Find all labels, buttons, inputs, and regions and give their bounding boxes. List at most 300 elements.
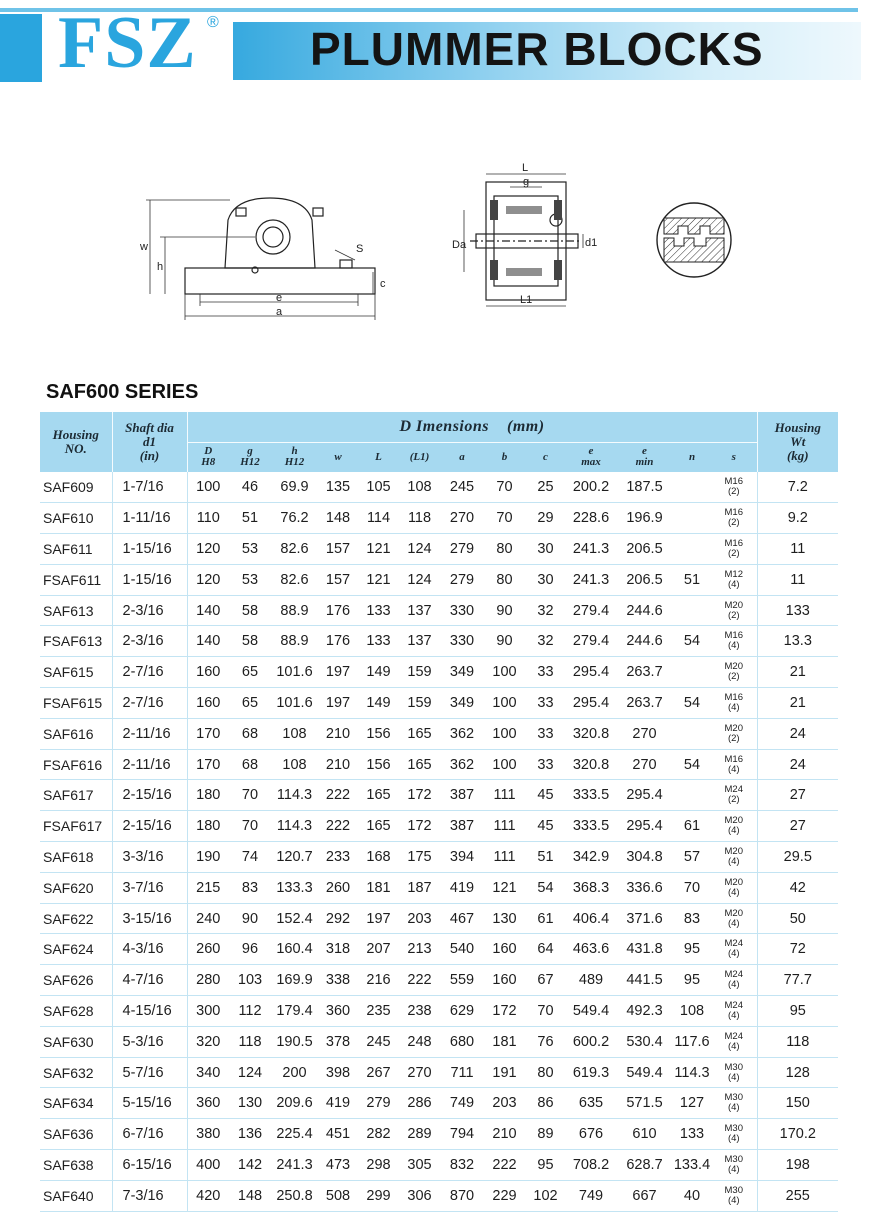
cell-L: 207: [358, 934, 399, 965]
cell-g: 58: [229, 626, 271, 657]
cell-L: 165: [358, 780, 399, 811]
housing-wt-cell: 72: [757, 934, 838, 965]
cell-e-max: 279.4: [566, 595, 616, 626]
dimensions-label: D Imensions: [399, 417, 489, 435]
bolt-count: (4): [727, 763, 740, 775]
cell-L1: 159: [399, 657, 440, 688]
cell-L1: 137: [399, 626, 440, 657]
cell-a: 711: [440, 1057, 484, 1088]
cell-g: 68: [229, 718, 271, 749]
cell-g: 46: [229, 472, 271, 503]
cell-h: 241.3: [271, 1150, 318, 1181]
cell-L1: 238: [399, 996, 440, 1027]
cell-a: 540: [440, 934, 484, 965]
cell-L: 149: [358, 688, 399, 719]
label-s: S: [356, 243, 364, 255]
dimensions-table-wrapper: [40, 412, 838, 1212]
cell-s: [711, 626, 757, 657]
cell-h: 88.9: [271, 595, 318, 626]
cell-a: 794: [440, 1119, 484, 1150]
housing-no-cell: SAF622: [40, 903, 112, 934]
cell-L: 298: [358, 1150, 399, 1181]
housing-no-cell: FSAF613: [40, 626, 112, 657]
cell-D: 280: [187, 965, 229, 996]
cell-a: 467: [440, 903, 484, 934]
housing-no-cell: SAF613: [40, 595, 112, 626]
subheader-symbol: a: [459, 450, 465, 463]
bolt-size: M20: [724, 876, 743, 888]
cell-e-max: 241.3: [566, 564, 616, 595]
bolt-size: M24: [724, 784, 743, 796]
cell-g: 74: [229, 842, 271, 873]
cell-e-min: 667: [616, 1180, 673, 1211]
housing-no-cell: SAF634: [40, 1088, 112, 1119]
cell-h: 101.6: [271, 688, 318, 719]
housing-wt-cell: 13.3: [757, 626, 838, 657]
bolt-count: (2): [727, 486, 740, 498]
cell-w: 157: [318, 534, 358, 565]
cell-n: [673, 595, 711, 626]
bolt-size: M30: [724, 1061, 743, 1073]
cell-c: 30: [525, 534, 566, 565]
cell-e-max: 342.9: [566, 842, 616, 873]
dimensions-table: [40, 412, 838, 1212]
cell-L1: 203: [399, 903, 440, 934]
cell-h: 108: [271, 749, 318, 780]
cell-D: 340: [187, 1057, 229, 1088]
cell-D: 140: [187, 626, 229, 657]
subheader-9: [566, 442, 616, 472]
cell-h: 69.9: [271, 472, 318, 503]
housing-no-cell: SAF611: [40, 534, 112, 565]
bolt-count: (2): [727, 671, 740, 683]
cell-L1: 165: [399, 718, 440, 749]
cell-b: 222: [484, 1150, 525, 1181]
bolt-count: (4): [727, 578, 740, 590]
cell-a: 680: [440, 1026, 484, 1057]
cell-n: 95: [673, 934, 711, 965]
cell-b: 111: [484, 811, 525, 842]
bolt-size: M12: [724, 568, 743, 580]
table-row: [40, 688, 838, 719]
cell-b: 100: [484, 718, 525, 749]
cell-s: [711, 688, 757, 719]
cell-s: [711, 811, 757, 842]
cell-g: 112: [229, 996, 271, 1027]
cell-h: 101.6: [271, 657, 318, 688]
bolt-count: (4): [727, 855, 740, 867]
bolt-count: (4): [727, 948, 740, 960]
cell-n: 83: [673, 903, 711, 934]
cell-s: [711, 1026, 757, 1057]
cell-e-max: 619.3: [566, 1057, 616, 1088]
shaft-dia-cell: 1-11/16: [112, 503, 187, 534]
cell-e-max: 368.3: [566, 872, 616, 903]
cell-c: 32: [525, 626, 566, 657]
cell-c: 33: [525, 749, 566, 780]
cell-w: 292: [318, 903, 358, 934]
cell-g: 124: [229, 1057, 271, 1088]
technical-drawings: [0, 150, 886, 330]
table-row: [40, 934, 838, 965]
cell-s: [711, 1119, 757, 1150]
cell-L1: 108: [399, 472, 440, 503]
cell-w: 210: [318, 749, 358, 780]
label-e: e: [276, 292, 283, 304]
cell-e-min: 492.3: [616, 996, 673, 1027]
table-row: [40, 1088, 838, 1119]
bolt-size: M16: [724, 630, 743, 642]
cell-e-max: 749: [566, 1180, 616, 1211]
cell-e-max: 708.2: [566, 1150, 616, 1181]
cell-n: [673, 503, 711, 534]
housing-no-cell: SAF609: [40, 472, 112, 503]
cell-e-min: 530.4: [616, 1026, 673, 1057]
subheader-symbol: L: [375, 450, 382, 463]
table-row: [40, 1150, 838, 1181]
shaft-dia-cell: 6-15/16: [112, 1150, 187, 1181]
subheader-4: [358, 442, 399, 472]
housing-no-cell: SAF626: [40, 965, 112, 996]
housing-wt-cell: 170.2: [757, 1119, 838, 1150]
cell-g: 53: [229, 534, 271, 565]
cell-w: 222: [318, 780, 358, 811]
table-row: [40, 842, 838, 873]
cell-L1: 159: [399, 688, 440, 719]
label-c: c: [380, 278, 386, 290]
bolt-size: M20: [724, 845, 743, 857]
housing-wt-cell: 133: [757, 595, 838, 626]
cell-n: 114.3: [673, 1057, 711, 1088]
table-row: [40, 872, 838, 903]
bolt-size: M20: [724, 815, 743, 827]
cell-g: 142: [229, 1150, 271, 1181]
cell-w: 508: [318, 1180, 358, 1211]
housing-no-cell: SAF628: [40, 996, 112, 1027]
cell-n: 95: [673, 965, 711, 996]
housing-wt-cell: 50: [757, 903, 838, 934]
cell-L1: 172: [399, 811, 440, 842]
cell-w: 398: [318, 1057, 358, 1088]
cell-s: [711, 534, 757, 565]
bolt-count: (4): [727, 825, 740, 837]
cell-n: [673, 534, 711, 565]
bolt-count: (2): [727, 517, 740, 529]
cell-D: 120: [187, 564, 229, 595]
cell-e-max: 333.5: [566, 780, 616, 811]
bolt-size: M20: [724, 599, 743, 611]
cell-c: 61: [525, 903, 566, 934]
cell-L: 267: [358, 1057, 399, 1088]
cell-w: 135: [318, 472, 358, 503]
cell-L1: 270: [399, 1057, 440, 1088]
subheader-tolerance: H12: [284, 456, 305, 469]
cell-L1: 124: [399, 564, 440, 595]
housing-no-cell: SAF630: [40, 1026, 112, 1057]
cell-w: 148: [318, 503, 358, 534]
subheader-11: [673, 442, 711, 472]
subheader-12: [711, 442, 757, 472]
shaft-dia-cell: 6-7/16: [112, 1119, 187, 1150]
shaft-dia-cell: 1-7/16: [112, 472, 187, 503]
subheader-tolerance: max: [581, 456, 601, 469]
cell-c: 67: [525, 965, 566, 996]
table-row: [40, 564, 838, 595]
cell-e-min: 244.6: [616, 626, 673, 657]
bolt-count: (4): [727, 1102, 740, 1114]
cell-e-min: 304.8: [616, 842, 673, 873]
cell-g: 96: [229, 934, 271, 965]
col-housing-no: [40, 412, 112, 472]
shaft-dia-cell: 7-3/16: [112, 1180, 187, 1211]
cell-a: 419: [440, 872, 484, 903]
cell-e-max: 489: [566, 965, 616, 996]
cell-b: 111: [484, 780, 525, 811]
shaft-dia-cell: 5-3/16: [112, 1026, 187, 1057]
cell-g: 53: [229, 564, 271, 595]
housing-no-cell: SAF618: [40, 842, 112, 873]
cell-b: 181: [484, 1026, 525, 1057]
cell-h: 179.4: [271, 996, 318, 1027]
cell-b: 70: [484, 472, 525, 503]
cell-s: [711, 842, 757, 873]
cell-c: 33: [525, 718, 566, 749]
housing-wt-cell: 27: [757, 780, 838, 811]
table-body: [40, 472, 838, 1211]
housing-wt-cell: 7.2: [757, 472, 838, 503]
cell-e-max: 635: [566, 1088, 616, 1119]
cell-n: 108: [673, 996, 711, 1027]
cell-s: [711, 472, 757, 503]
shaft-dia-cell: 2-3/16: [112, 595, 187, 626]
cell-b: 100: [484, 688, 525, 719]
cell-a: 832: [440, 1150, 484, 1181]
shaft-dia-line1: Shaft dia: [125, 420, 174, 435]
subheader-symbol: w: [334, 450, 342, 463]
housing-wt-cell: 24: [757, 718, 838, 749]
label-L: L: [522, 162, 529, 174]
cell-w: 318: [318, 934, 358, 965]
subheader-tolerance: H12: [240, 456, 260, 469]
shaft-dia-cell: 3-15/16: [112, 903, 187, 934]
cell-a: 749: [440, 1088, 484, 1119]
subheader-symbol: D: [204, 445, 213, 458]
cell-c: 29: [525, 503, 566, 534]
cell-b: 100: [484, 749, 525, 780]
bolt-size: M30: [724, 1153, 743, 1165]
cell-D: 215: [187, 872, 229, 903]
cell-s: [711, 503, 757, 534]
bolt-size: M24: [724, 938, 743, 950]
cell-L1: 286: [399, 1088, 440, 1119]
housing-wt-cell: 11: [757, 564, 838, 595]
cell-n: 54: [673, 688, 711, 719]
cell-L: 105: [358, 472, 399, 503]
cell-n: 51: [673, 564, 711, 595]
cell-D: 170: [187, 749, 229, 780]
subheader-8: [525, 442, 566, 472]
cell-g: 51: [229, 503, 271, 534]
col-shaft-dia: [112, 412, 187, 472]
cell-b: 229: [484, 1180, 525, 1211]
brand-logo: FSZ: [58, 2, 197, 84]
cell-c: 70: [525, 996, 566, 1027]
cell-b: 210: [484, 1119, 525, 1150]
cell-b: 160: [484, 965, 525, 996]
cell-b: 172: [484, 996, 525, 1027]
table-row: [40, 965, 838, 996]
cell-g: 65: [229, 688, 271, 719]
cell-L1: 222: [399, 965, 440, 996]
cell-a: 330: [440, 626, 484, 657]
cell-L: 168: [358, 842, 399, 873]
cell-L1: 213: [399, 934, 440, 965]
cell-b: 121: [484, 872, 525, 903]
bolt-size: M16: [724, 537, 743, 549]
subheader-6: [440, 442, 484, 472]
cell-e-max: 295.4: [566, 688, 616, 719]
table-row: [40, 503, 838, 534]
housing-no-cell: FSAF616: [40, 749, 112, 780]
cell-c: 45: [525, 780, 566, 811]
cell-c: 30: [525, 564, 566, 595]
cell-w: 360: [318, 996, 358, 1027]
cell-D: 170: [187, 718, 229, 749]
shaft-dia-cell: 5-15/16: [112, 1088, 187, 1119]
cell-n: [673, 657, 711, 688]
shaft-dia-line3: (in): [139, 448, 160, 463]
housing-no-cell: SAF616: [40, 718, 112, 749]
cell-D: 260: [187, 934, 229, 965]
cell-e-max: 320.8: [566, 718, 616, 749]
cell-a: 394: [440, 842, 484, 873]
cell-g: 90: [229, 903, 271, 934]
cell-c: 33: [525, 657, 566, 688]
cell-n: 70: [673, 872, 711, 903]
cell-w: 338: [318, 965, 358, 996]
bolt-size: M16: [724, 691, 743, 703]
shaft-dia-cell: 3-3/16: [112, 842, 187, 873]
cell-a: 629: [440, 996, 484, 1027]
cell-n: [673, 472, 711, 503]
cell-w: 197: [318, 688, 358, 719]
cell-a: 349: [440, 688, 484, 719]
shaft-dia-cell: 2-11/16: [112, 749, 187, 780]
subheader-0: [187, 442, 229, 472]
subheader-symbol: (L1): [409, 450, 430, 463]
cell-w: 222: [318, 811, 358, 842]
cell-e-min: 263.7: [616, 657, 673, 688]
seal-detail-drawing: [652, 198, 736, 282]
cell-L1: 306: [399, 1180, 440, 1211]
housing-wt-cell: 21: [757, 688, 838, 719]
table-row: [40, 811, 838, 842]
cell-g: 118: [229, 1026, 271, 1057]
subheader-symbol: e: [642, 445, 647, 458]
cell-D: 120: [187, 534, 229, 565]
cell-D: 300: [187, 996, 229, 1027]
shaft-dia-cell: 4-15/16: [112, 996, 187, 1027]
cell-D: 400: [187, 1150, 229, 1181]
cell-h: 250.8: [271, 1180, 318, 1211]
cell-h: 82.6: [271, 534, 318, 565]
table-row: [40, 595, 838, 626]
table-row: [40, 1026, 838, 1057]
cell-a: 387: [440, 780, 484, 811]
table-row: [40, 1119, 838, 1150]
cell-L: 156: [358, 749, 399, 780]
subheader-symbol: c: [543, 450, 548, 463]
cell-c: 102: [525, 1180, 566, 1211]
label-a: a: [276, 306, 283, 318]
bolt-count: (2): [727, 547, 740, 559]
cell-L: 235: [358, 996, 399, 1027]
cell-w: 260: [318, 872, 358, 903]
cell-b: 70: [484, 503, 525, 534]
cell-a: 559: [440, 965, 484, 996]
bolt-count: (4): [727, 1163, 740, 1175]
cell-s: [711, 657, 757, 688]
cell-n: 133: [673, 1119, 711, 1150]
cell-L: 121: [358, 534, 399, 565]
subheader-symbol: b: [501, 450, 508, 463]
cell-L: 216: [358, 965, 399, 996]
table-row: [40, 996, 838, 1027]
cell-D: 160: [187, 688, 229, 719]
housing-no-cell: SAF624: [40, 934, 112, 965]
cell-L: 279: [358, 1088, 399, 1119]
cell-c: 32: [525, 595, 566, 626]
subheader-10: [616, 442, 673, 472]
cell-e-max: 406.4: [566, 903, 616, 934]
bolt-size: M30: [724, 1184, 743, 1196]
cell-D: 320: [187, 1026, 229, 1057]
cell-s: [711, 718, 757, 749]
housing-no-cell: FSAF617: [40, 811, 112, 842]
cell-e-max: 200.2: [566, 472, 616, 503]
cell-D: 240: [187, 903, 229, 934]
col-housing-wt: [757, 412, 838, 472]
bolt-count: (4): [727, 917, 740, 929]
housing-wt-cell: 27: [757, 811, 838, 842]
housing-wt-cell: 42: [757, 872, 838, 903]
series-title: SAF600 SERIES: [46, 381, 199, 403]
table-row: [40, 657, 838, 688]
cell-L1: 289: [399, 1119, 440, 1150]
cell-n: 40: [673, 1180, 711, 1211]
cell-c: 33: [525, 688, 566, 719]
housing-no-line1: Housing: [52, 427, 99, 442]
label-g: g: [523, 176, 530, 188]
table-row: [40, 903, 838, 934]
cell-L1: 137: [399, 595, 440, 626]
cell-e-min: 187.5: [616, 472, 673, 503]
cell-a: 387: [440, 811, 484, 842]
cell-n: 127: [673, 1088, 711, 1119]
cell-h: 152.4: [271, 903, 318, 934]
cell-c: 25: [525, 472, 566, 503]
cell-g: 103: [229, 965, 271, 996]
side-section-drawing: [450, 160, 600, 310]
cell-h: 82.6: [271, 564, 318, 595]
registered-mark: ®: [207, 14, 219, 31]
cell-h: 88.9: [271, 626, 318, 657]
cell-e-min: 206.5: [616, 534, 673, 565]
bolt-size: M20: [724, 722, 743, 734]
subheader-tolerance: H8: [201, 456, 216, 469]
cell-L: 282: [358, 1119, 399, 1150]
cell-w: 233: [318, 842, 358, 873]
